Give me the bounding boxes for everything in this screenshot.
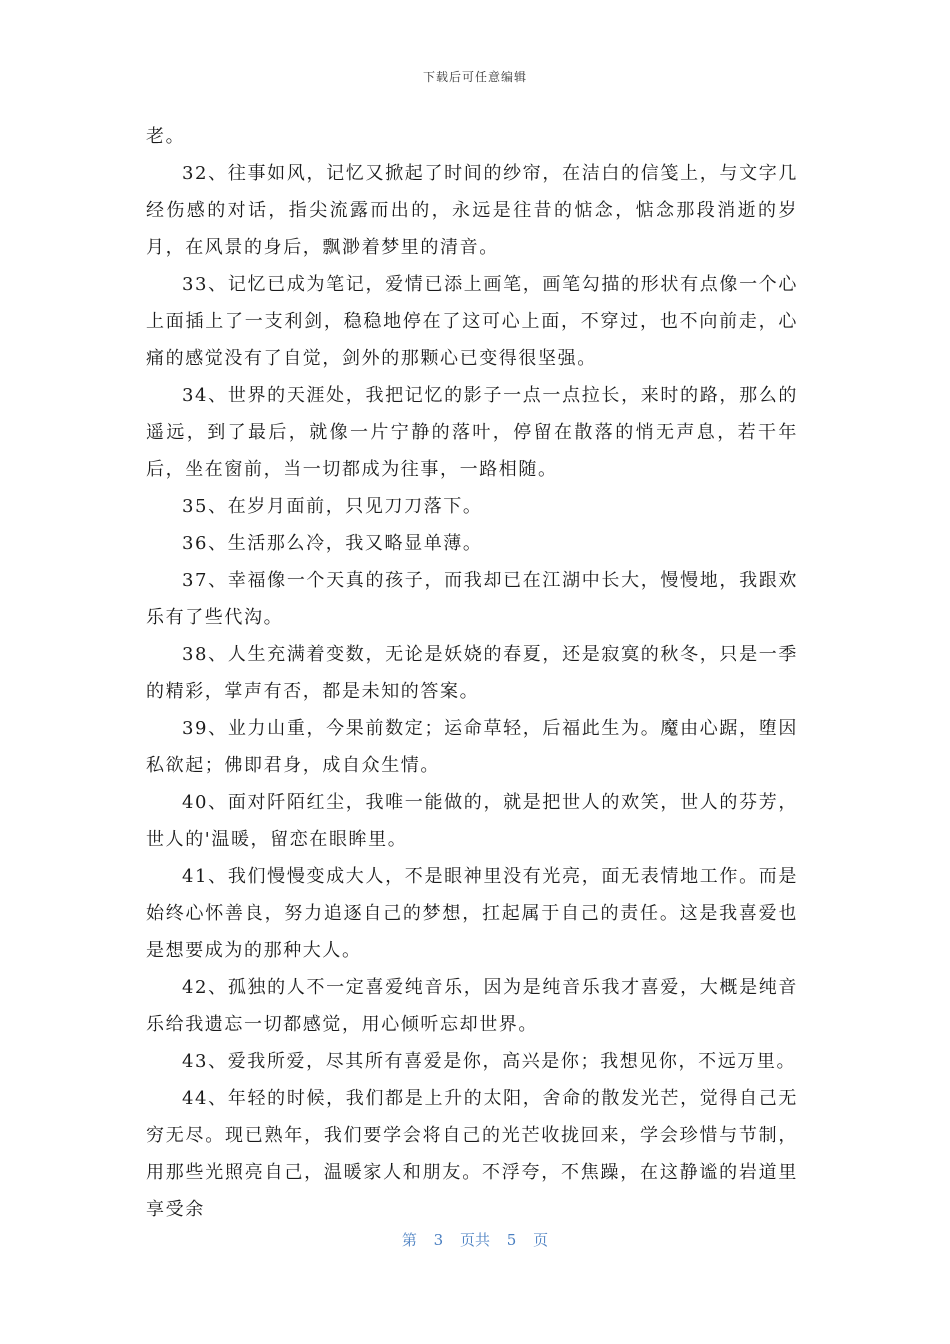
- paragraph-38: 38、人生充满着变数，无论是妖娆的春夏，还是寂寞的秋冬，只是一季的精彩，掌声有否，都是未知的答案。: [146, 644, 798, 702]
- paragraph-33: 33、记忆已成为笔记，爱情已添上画笔，画笔勾描的形状有点像一个心上面插上了一支利剑，稳稳地停在了这可心上面，不穿过，也不向前走，心痛的感觉没有了自觉，剑外的那颗心已变得很坚强。: [146, 274, 798, 369]
- footer-middle: 页共: [459, 1231, 490, 1249]
- page-header: 下载后可任意编辑: [422, 70, 527, 84]
- footer-total-pages: 5: [506, 1231, 517, 1249]
- paragraph-37: 37、幸福像一个天真的孩子，而我却已在江湖中长大，慢慢地，我跟欢乐有了些代沟。: [146, 570, 798, 628]
- paragraph-39: 39、业力山重，今果前数定；运命草轻，后福此生为。魔由心踞，堕因私欲起；佛即君身，成自众生情。: [146, 718, 798, 776]
- paragraph-0: 老。: [146, 126, 186, 147]
- page-footer: [0, 1229, 950, 1250]
- paragraph-41: 41、我们慢慢变成大人，不是眼神里没有光亮，面无表情地工作。而是始终心怀善良，努力追逐自己的梦想，扛起属于自己的责任。这是我喜爱也是想要成为的那种大人。: [146, 866, 798, 961]
- paragraph-40: 40、面对阡陌红尘，我唯一能做的，就是把世人的欢笑，世人的芬芳，世人的'温暖，留恋在眼眸里。: [146, 792, 798, 850]
- document-body: [146, 118, 798, 1228]
- paragraph-42: 42、孤独的人不一定喜爱纯音乐，因为是纯音乐我才喜爱，大概是纯音乐给我遗忘一切都感觉，用心倾听忘却世界。: [146, 977, 798, 1035]
- paragraph-34: 34、世界的天涯处，我把记忆的影子一点一点拉长，来时的路，那么的遥远，到了最后，就像一片宁静的落叶，停留在散落的悄无声息，若干年后，坐在窗前，当一切都成为往事，一路相随。: [146, 385, 798, 480]
- paragraph-44: 44、年轻的时候，我们都是上升的太阳，舍命的散发光芒，觉得自己无穷无尽。现已熟年，我们要学会将自己的光芒收拢回来，学会珍惜与节制，用那些光照亮自己，温暖家人和朋友。不浮夸，不焦躁，在这静谧的岩道里享受余: [146, 1088, 798, 1220]
- footer-current-page: 3: [433, 1231, 444, 1249]
- footer-prefix: 第: [401, 1231, 417, 1249]
- paragraph-36: 36、生活那么冷，我又略显单薄。: [182, 533, 483, 554]
- paragraph-35: 35、在岁月面前，只见刀刀落下。: [182, 496, 483, 517]
- paragraph-43: 43、爱我所爱，尽其所有喜爱是你，高兴是你；我想见你，不远万里。: [182, 1051, 797, 1072]
- footer-suffix: 页: [533, 1231, 549, 1249]
- paragraph-32: 32、往事如风，记忆又掀起了时间的纱帘，在洁白的信笺上，与文字几经伤感的对话，指尖流露而出的，永远是往昔的惦念，惦念那段消逝的岁月，在风景的身后，飘渺着梦里的清音。: [146, 163, 798, 258]
